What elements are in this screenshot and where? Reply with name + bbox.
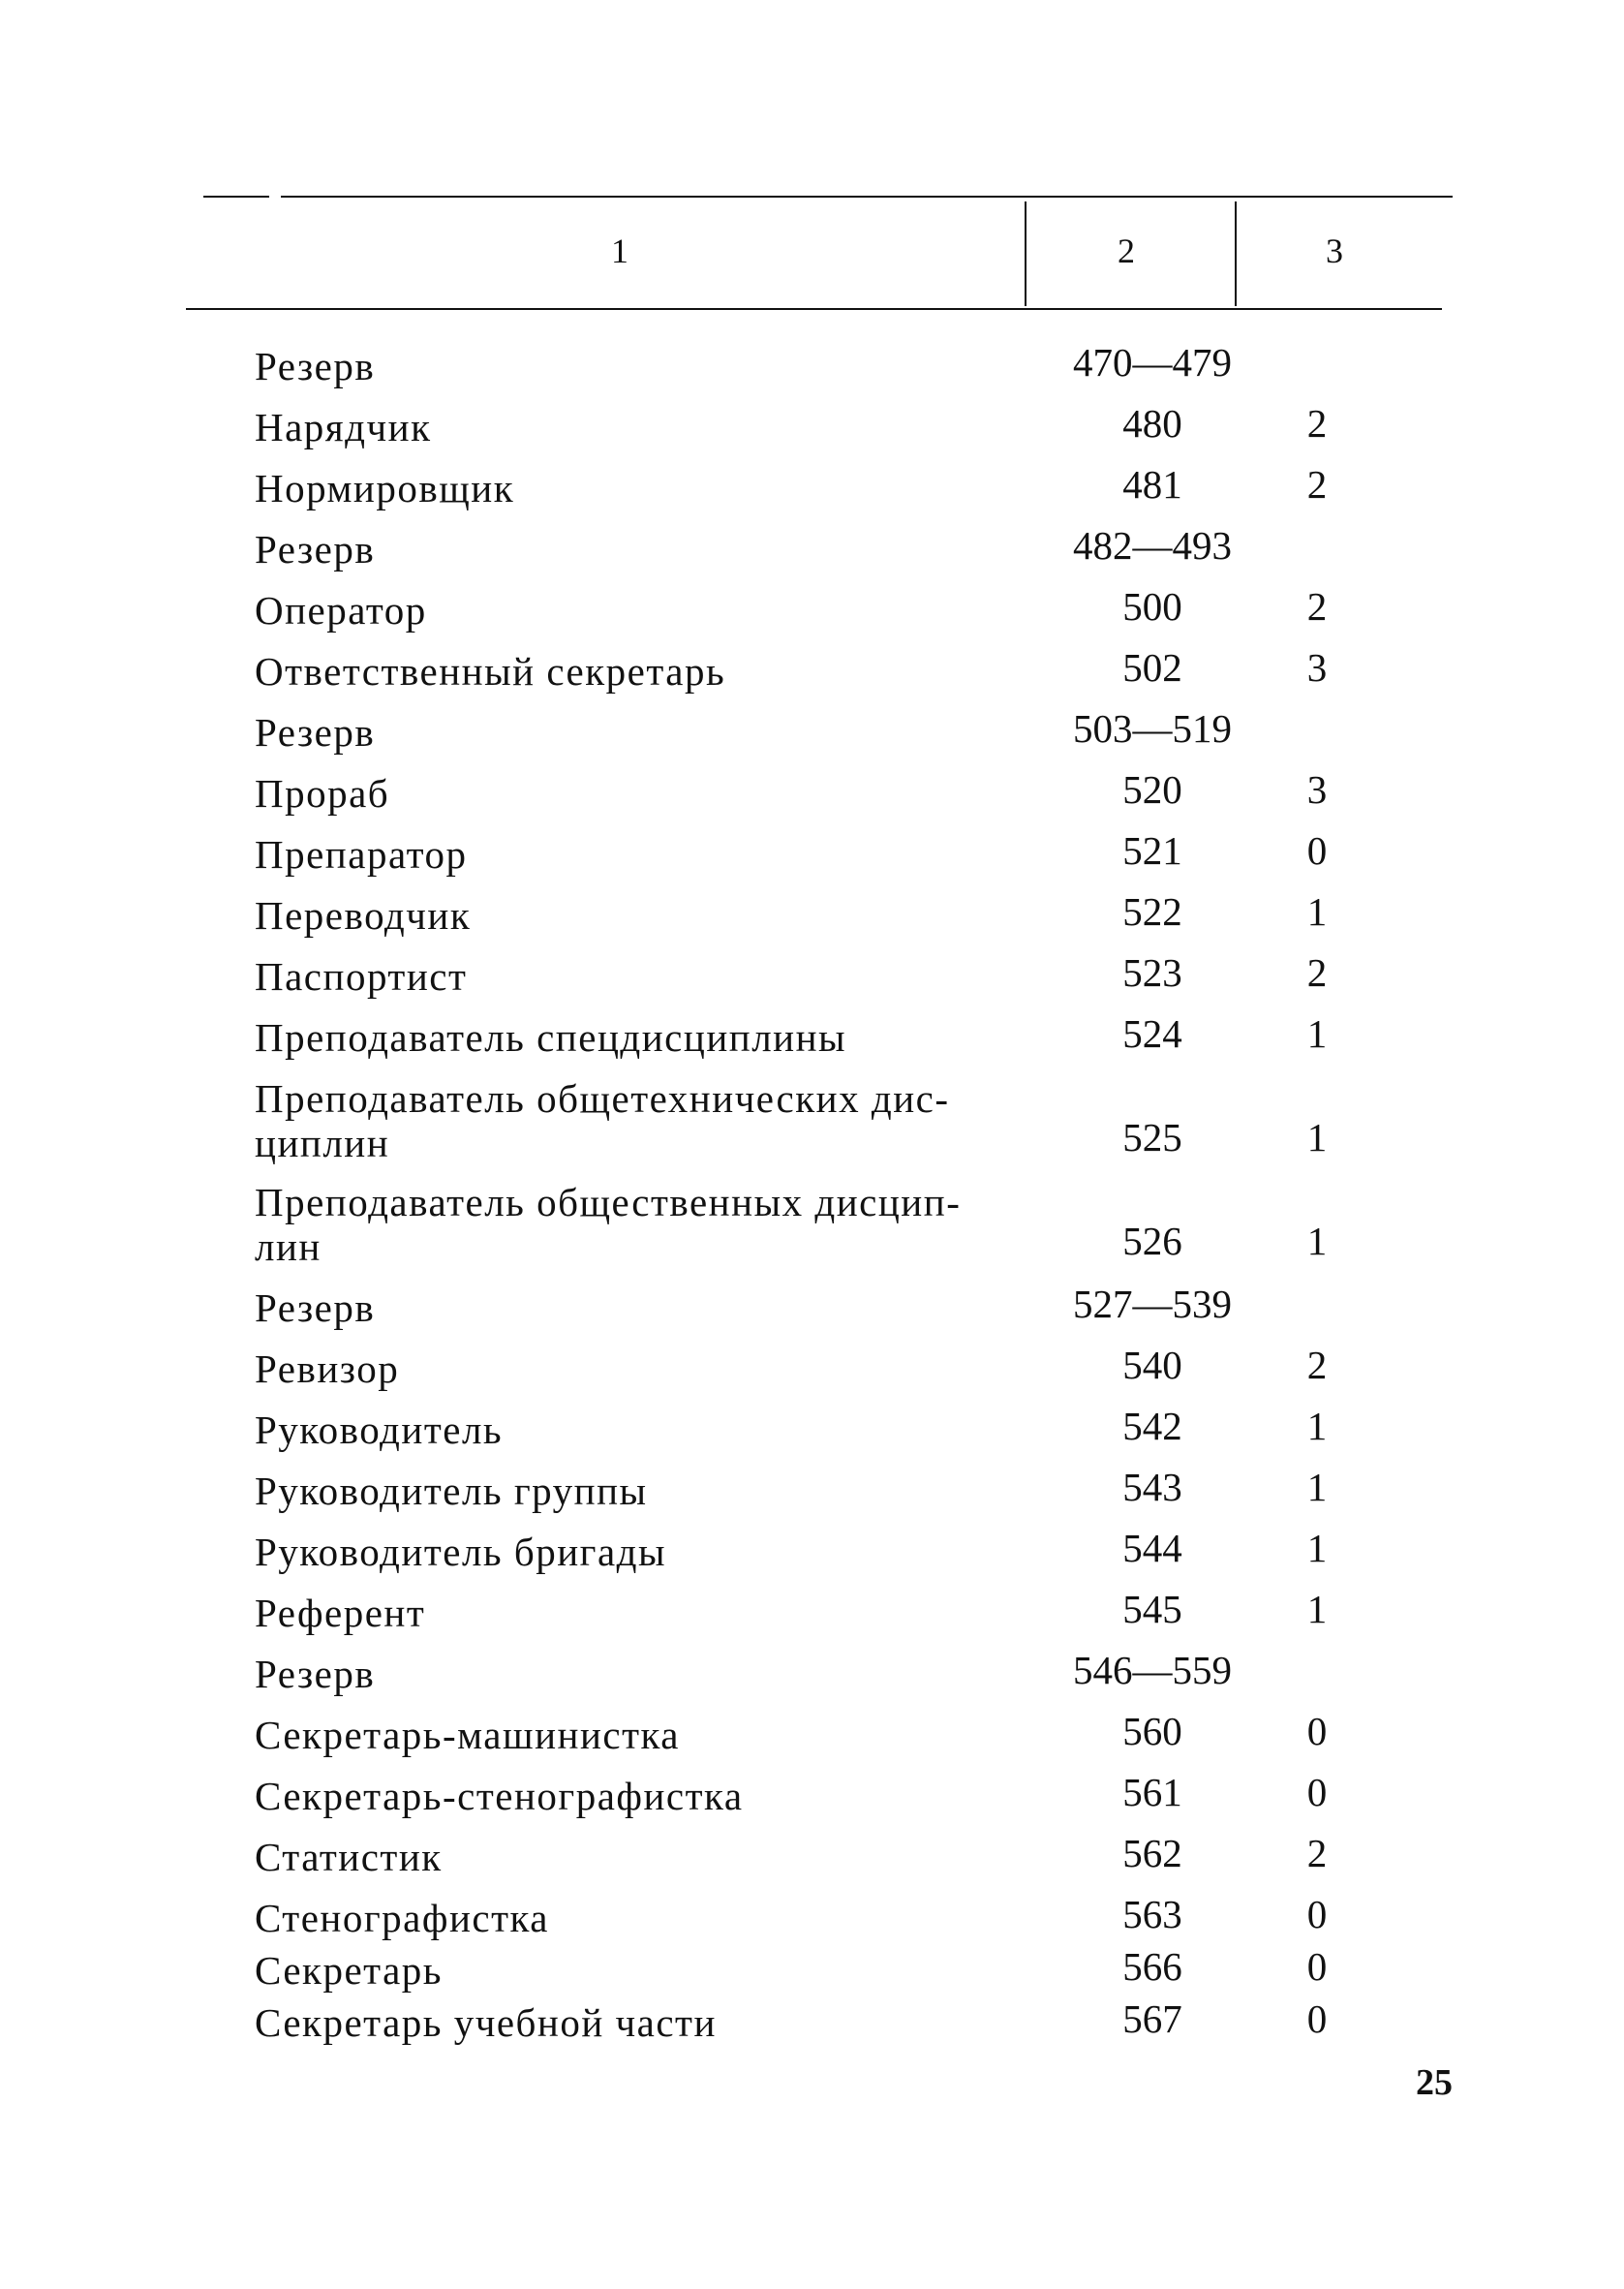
row-code: 500 — [1122, 584, 1182, 629]
row-group: 1 — [1306, 1465, 1328, 1509]
row-group: 0 — [1306, 1892, 1328, 1936]
row-title: Руководитель группы — [255, 1469, 648, 1513]
row-code: 545 — [1122, 1587, 1182, 1631]
row-title: Референт — [255, 1591, 426, 1635]
row-group: 2 — [1306, 1343, 1328, 1387]
row-code: 562 — [1122, 1831, 1182, 1875]
row-group: 2 — [1306, 584, 1328, 629]
row-code: 546—559 — [1073, 1648, 1232, 1692]
row-code: 561 — [1122, 1770, 1182, 1814]
row-code: 526 — [1122, 1219, 1182, 1263]
row-code: 542 — [1122, 1404, 1182, 1448]
row-code: 563 — [1122, 1892, 1182, 1936]
row-title: Ответственный секретарь — [255, 649, 726, 694]
row-group: 3 — [1306, 767, 1328, 812]
row-group: 1 — [1306, 1587, 1328, 1631]
row-group: 1 — [1306, 1526, 1328, 1570]
row-title: Резерв — [255, 1652, 376, 1696]
row-title: Нарядчик — [255, 405, 432, 449]
top-rule-left — [203, 196, 269, 198]
row-group: 1 — [1306, 1219, 1328, 1263]
row-title: Руководитель — [255, 1407, 504, 1452]
row-code: 560 — [1122, 1709, 1182, 1753]
row-title-continuation: лин — [255, 1224, 322, 1269]
row-title: Статистик — [255, 1835, 443, 1879]
row-title: Резерв — [255, 710, 376, 755]
row-code: 470—479 — [1073, 340, 1232, 385]
page-number: 25 — [1416, 2062, 1453, 2103]
row-group: 1 — [1306, 1404, 1328, 1448]
row-code: 523 — [1122, 950, 1182, 995]
row-title: Преподаватель общетехнических дис- — [255, 1076, 950, 1121]
header-bottom-rule — [186, 308, 1442, 310]
header-divider-1 — [1025, 201, 1026, 306]
row-code: 544 — [1122, 1526, 1182, 1570]
row-group: 2 — [1306, 1831, 1328, 1875]
row-code: 567 — [1122, 1996, 1182, 2041]
row-title: Секретарь-машинистка — [255, 1713, 680, 1757]
row-code: 566 — [1122, 1944, 1182, 1989]
row-title: Ревизор — [255, 1346, 400, 1391]
row-title: Прораб — [255, 771, 390, 816]
row-title: Резерв — [255, 527, 376, 572]
row-group: 3 — [1306, 645, 1328, 690]
row-title: Секретарь — [255, 1948, 443, 1993]
row-title: Резерв — [255, 1285, 376, 1330]
row-code: 527—539 — [1073, 1282, 1232, 1326]
row-title: Преподаватель спецдисциплины — [255, 1015, 847, 1060]
row-group: 1 — [1306, 889, 1328, 934]
column-header-2: 2 — [1118, 232, 1135, 270]
row-group: 1 — [1306, 1011, 1328, 1056]
row-code: 480 — [1122, 401, 1182, 446]
row-title: Секретарь учебной части — [255, 2000, 717, 2045]
row-code: 525 — [1122, 1115, 1182, 1160]
row-code: 482—493 — [1073, 523, 1232, 568]
row-group: 2 — [1306, 462, 1328, 507]
row-title: Паспортист — [255, 954, 468, 999]
row-group: 0 — [1306, 1709, 1328, 1753]
row-title-continuation: циплин — [255, 1121, 390, 1165]
row-code: 540 — [1122, 1343, 1182, 1387]
row-group: 2 — [1306, 950, 1328, 995]
row-title: Секретарь-стенографистка — [255, 1774, 744, 1818]
row-code: 522 — [1122, 889, 1182, 934]
row-group: 0 — [1306, 1944, 1328, 1989]
row-code: 520 — [1122, 767, 1182, 812]
row-code: 524 — [1122, 1011, 1182, 1056]
row-title: Нормировщик — [255, 466, 515, 510]
row-group: 0 — [1306, 1996, 1328, 2041]
row-title: Препаратор — [255, 832, 468, 877]
column-header-3: 3 — [1326, 232, 1343, 270]
row-title: Переводчик — [255, 893, 472, 938]
row-group: 1 — [1306, 1115, 1328, 1160]
header-divider-2 — [1235, 201, 1237, 306]
row-code: 503—519 — [1073, 706, 1232, 751]
row-title: Оператор — [255, 588, 427, 633]
column-header-1: 1 — [611, 232, 628, 270]
row-title: Преподаватель общественных дисцип- — [255, 1180, 962, 1224]
row-group: 0 — [1306, 1770, 1328, 1814]
row-code: 521 — [1122, 828, 1182, 873]
row-code: 502 — [1122, 645, 1182, 690]
row-title: Руководитель бригады — [255, 1530, 667, 1574]
row-code: 543 — [1122, 1465, 1182, 1509]
top-rule-main — [281, 196, 1453, 198]
row-code: 481 — [1122, 462, 1182, 507]
row-title: Резерв — [255, 344, 376, 388]
row-group: 2 — [1306, 401, 1328, 446]
row-title: Стенографистка — [255, 1896, 549, 1940]
row-group: 0 — [1306, 828, 1328, 873]
